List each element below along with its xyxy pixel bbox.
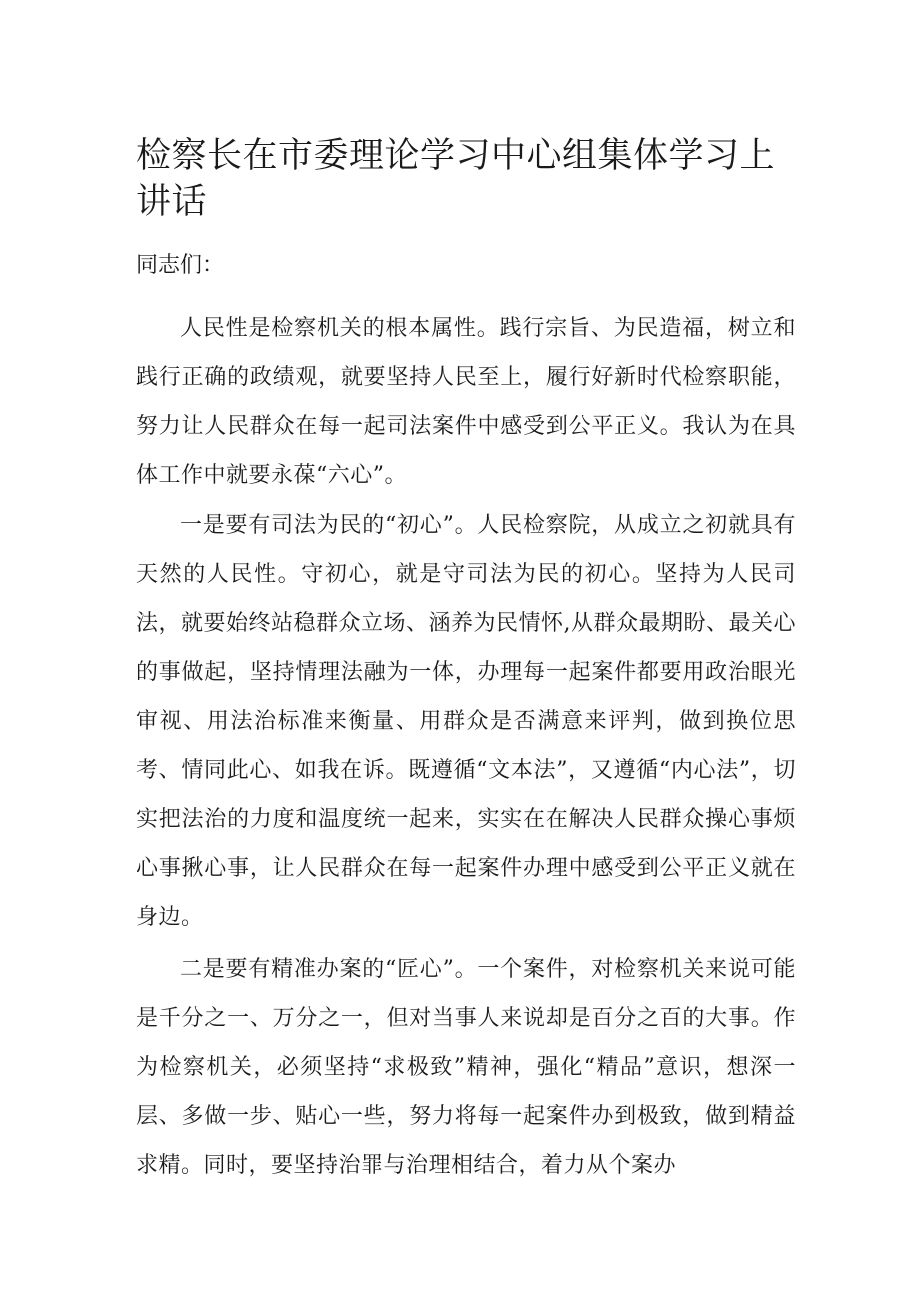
paragraph-3: 二是要有精准办案的“匠心”。一个案件，对检察机关来说可能是千分之一、万分之一，但对当事人来说却是百分之百的大事。作为检察机关，必须坚持“求极致”精神，强化“精品”意识，想深一层、多做一步、贴心一些，努力将每一起案件办到极致，做到精益求精。同时，要坚持治罪与治理相结合，着力从个案办 bbox=[136, 957, 796, 1178]
document-title: 检察长在市委理论学习中心组集体学习上讲话 bbox=[136, 136, 776, 222]
salutation: 同志们： bbox=[136, 253, 225, 278]
paragraph-2: 一是要有司法为民的“初心”。人民检察院，从成立之初就具有天然的人民性。守初心，就是守司法为民的初心。坚持为人民司法，就要始终站稳群众立场、涵养为民情怀,从群众最期盼、最关心的事做起，坚持情理法融为一体，办理每一起案件都要用政治眼光审视、用法治标准来衡量、用群众是否满意来评判，做到换位思考、情同此心、如我在诉。既遵循“文本法”，又遵循“内心法”，切实把法治的力度和温度统一起来，实实在在解决人民群众操心事烦心事揪心事，让人民群众在每一起案件办理中感受到公平正义就在身边。 bbox=[136, 513, 796, 930]
paragraph-1: 人民性是检察机关的根本属性。践行宗旨、为民造福，树立和践行正确的政绩观，就要坚持人民至上，履行好新时代检察职能，努力让人民群众在每一起司法案件中感受到公平正义。我认为在具体工作中就要永葆“六心”。 bbox=[136, 316, 796, 488]
